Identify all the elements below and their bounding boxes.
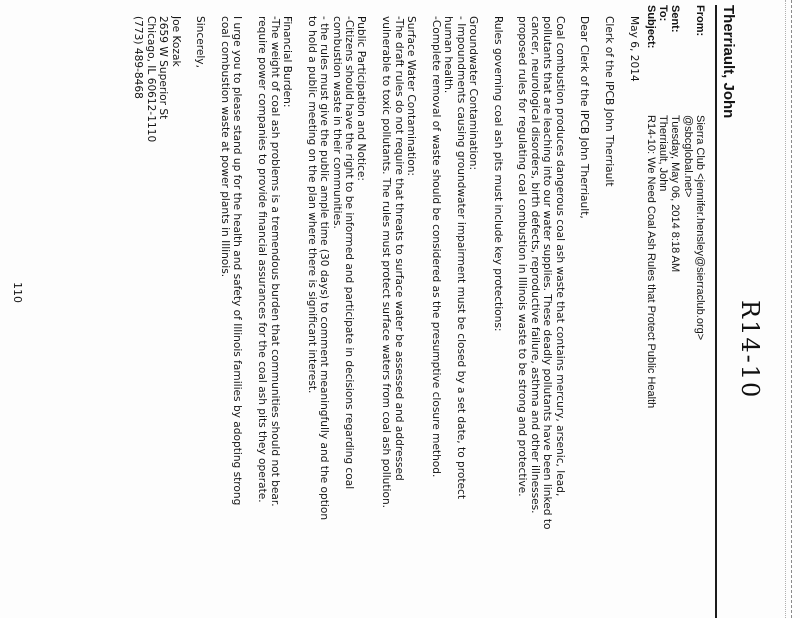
header-label: Sent: [669,5,682,33]
paragraph-line: proposed rules for regulating coal combustion in Illinois waste to be strong and protective. [516,16,529,497]
paragraph-line: pollutants that are leaching into our water supplies. These deadly pollutants have been linked to [541,16,554,530]
header-from-cont-value: @sbcglobal.net> [681,115,694,198]
header-label: Subject: [644,5,657,49]
rules-intro: Rules governing coal ash pits must include key protections: [491,16,504,332]
header-row-sent [669,5,681,618]
paragraph-line: -The draft rules do not require that threats to surface water be assessed and addressed [392,16,405,481]
paragraph-line: human health. [442,16,455,94]
paragraph-line: vulnerable to toxic pollutants. The rules must protect surface waters from coal ash pollution. [380,16,393,509]
header-row-to [657,5,669,618]
paragraph-line: -Citizens should have the right to be informed and participate in decisions regarding coal [343,16,356,490]
header-from-value: Sierra Club <jennifer.hensley@sierraclub.org> [694,115,706,341]
header-subject-value: R14-10: We Need Coal Ash Rules that Protect Public Health [644,115,657,409]
header-row-subject [645,5,657,618]
closing-line: I urge you to please stand up for the health and safety of Illinois families by adopting strong [231,16,244,506]
signature-name: Joe Kozak [169,16,182,67]
sender-heading: Therriault, John [720,5,737,119]
page-number: 110 [11,282,24,303]
letter-salutation: Dear Clerk of the IPCB John Therriault, [578,16,591,219]
signature-address: 2659 W Superior St [157,16,170,120]
scan-edge-line [791,0,792,618]
paragraph-line: - Impoundments causing groundwater impairment must be closed by a set date, to protect [454,16,467,500]
signoff: Sincerely, [194,16,207,68]
letter-recipient: Clerk of the IPCB John Therriault [603,16,616,187]
header-row-from [694,5,706,618]
header-label [681,5,693,115]
closing-line: coal combustion waste at power plants in Illinois. [219,16,232,278]
header-row-from-cont [681,5,693,618]
email-header [645,5,706,618]
docket-stamp: R14-10 [736,300,764,400]
section-heading: Financial Burden: [281,16,294,108]
paragraph-line: - the rules must give the public ample time (30 days) to comment meaningfully and the option [318,16,331,521]
paragraph-line: to hold a public meeting on the plan where there is significant interest. [305,16,318,394]
heading-rule [715,5,717,618]
paragraph-line: require power companies to provide financial assurances for the coal ash pits they operate. [256,16,269,503]
header-to-value: Therriault, John [657,115,670,192]
scan-edge-dots [785,0,786,618]
paragraph-line: -Complete removal of waste should be considered as the presumptive closure method. [429,16,442,478]
signature-phone: (773) 489-8468 [132,16,145,99]
paragraph-line: -The weight of coal ash problems is a tremendous burden that communities should not bear. [268,16,281,507]
header-label: From: [694,5,706,37]
letter-body [132,16,640,618]
letter-date: May 6, 2014 [628,16,640,82]
paragraph-line: combustion waste in their communities. [330,16,343,229]
paragraph-line: cancer, neurological disorders, birth defects, reproductive failure, asthma and other illnesses. [528,16,541,514]
paragraph-line: Coal combustion produces dangerous coal ash waste that contains mercury, arsenic, lead, [553,16,566,497]
header-sent-value: Tuesday, May 06, 2014 8:18 AM [669,115,682,273]
signature-city: Chicago, IL 60612-1110 [144,16,157,143]
section-heading: Surface Water Contamination: [404,16,417,176]
section-heading: Public Participation and Notice: [355,16,368,181]
section-heading: Groundwater Contamination: [466,16,479,171]
header-label: To: [657,5,670,22]
